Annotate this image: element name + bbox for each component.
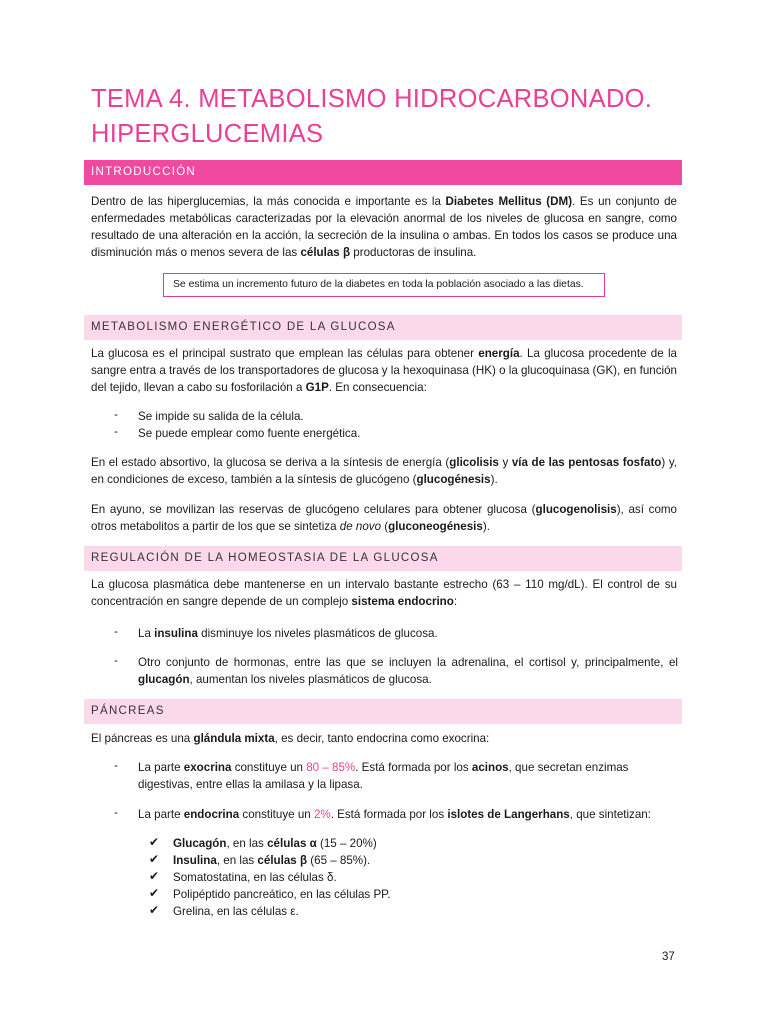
checkmark-icon: ✔ [149,835,160,849]
regulation-paragraph: La glucosa plasmática debe mantenerse en un intervalo bastante estrecho (63 – 110 mg/dL). El control de su concentración en sangre depende de un complejo sistema endocrino: [91,578,677,608]
section-header-pancreas: PÁNCREAS [84,699,682,724]
list-item: Glucagón, en las células α (15 – 20%) [173,837,377,850]
bullet-dash: - [114,806,118,819]
checkmark-icon: ✔ [149,903,160,917]
title-line-1: TEMA 4. METABOLISMO HIDROCARBONADO. [91,85,653,113]
bullet-dash: - [114,759,118,772]
checkmark-icon: ✔ [149,869,160,883]
page-number: 37 [662,951,675,963]
bullet-dash: - [114,408,118,421]
metabolism-paragraph-2: En el estado absortivo, la glucosa se deriva a la síntesis de energía (glicolisis y vía de las pentosas fosfato) y, en condiciones de exceso, también a la síntesis de glucógeno (glucogénesis). [91,456,677,486]
bullet-dash: - [114,654,118,667]
checkmark-icon: ✔ [149,852,160,866]
list-item: La parte exocrina constituye un 80 – 85%. Está formada por los acinos, que secretan enzimas digestivas, entre ellas la amilasa y la lipasa. [138,761,629,791]
section-header-regulation: REGULACIÓN DE LA HOMEOSTASIA DE LA GLUCOSA [84,546,682,571]
metabolism-paragraph-3: En ayuno, se movilizan las reservas de glucógeno celulares para obtener glucosa (glucogenolisis), así como otros metabolitos a partir de los que se sintetiza de novo (gluconeogénesis). [91,503,678,533]
checkmark-icon: ✔ [149,886,160,900]
metabolism-paragraph-1: La glucosa es el principal sustrato que emplean las células para obtener energía. La glucosa procedente de la sangre entra a través de los transportadores de glucosa y la hexoquinasa (HK) o la glucoquinasa (GK), en función del tejido, llevan a cabo su fosforilación a G1P. En consecuencia: [91,347,677,394]
note-box: Se estima un incremento futuro de la diabetes en toda la población asociado a las dietas. [163,273,605,297]
list-item: Se puede emplear como fuente energética. [138,427,361,440]
list-item: Polipéptido pancreático, en las células PP. [173,888,391,901]
list-item: Grelina, en las células ε. [173,905,299,918]
list-item: Otro conjunto de hormonas, entre las que se incluyen la adrenalina, el cortisol y, principalmente, el glucagón, aumentan los niveles plasmáticos de glucosa. [138,656,678,686]
pancreas-paragraph: El páncreas es una glándula mixta, es decir, tanto endocrina como exocrina: [91,732,490,745]
list-item: Se impide su salida de la célula. [138,410,304,423]
section-header-intro: INTRODUCCIÓN [84,160,682,185]
list-item: La parte endocrina constituye un 2%. Está formada por los islotes de Langerhans, que sintetizan: [138,808,651,821]
bullet-dash: - [114,425,118,438]
list-item: Somatostatina, en las células δ. [173,871,337,884]
list-item: Insulina, en las células β (65 – 85%). [173,854,371,867]
page-title [91,82,691,152]
title-line-2: HIPERGLUCEMIAS [91,120,324,148]
bullet-dash: - [114,625,118,638]
list-item: La insulina disminuye los niveles plasmáticos de glucosa. [138,627,438,640]
intro-paragraph: Dentro de las hiperglucemias, la más conocida e importante es la Diabetes Mellitus (DM). Es un conjunto de enfermedades metabólicas caracterizadas por la elevación anormal de los niveles de glucosa en sangre, como resultado de una alteración en la acción, la secreción de la insulina o ambas. En todos los casos se produce una disminución más o menos severa de las células β productoras de insulina. [91,195,677,259]
section-header-metabolism: METABOLISMO ENERGÉTICO DE LA GLUCOSA [84,315,682,340]
